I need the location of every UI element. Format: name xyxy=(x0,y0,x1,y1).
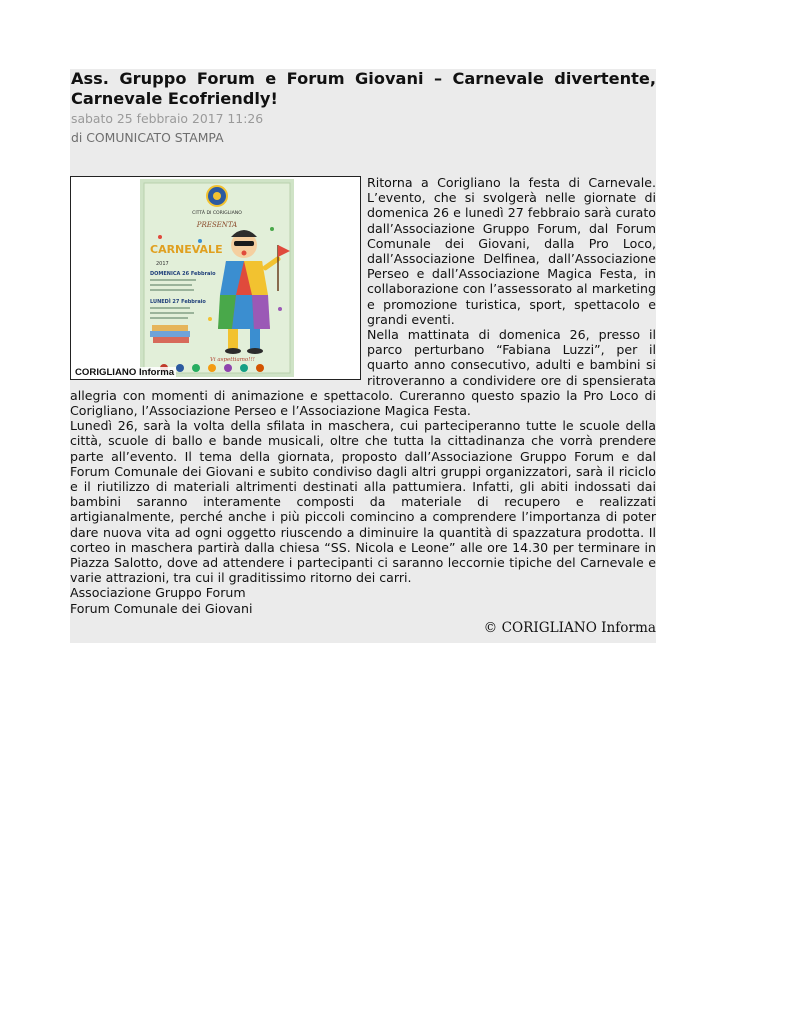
poster-header: CITTÀ DI CORIGLIANO xyxy=(192,211,242,216)
poster-festival: CARNEVALE xyxy=(150,243,223,256)
poster-monday: LUNEDÌ 27 Febbraio xyxy=(150,299,206,305)
poster-sunday: DOMENICA 26 Febbraio xyxy=(150,271,216,277)
article-author: di COMUNICATO STAMPA xyxy=(71,130,224,145)
copyright-notice: © CORIGLIANO Informa xyxy=(483,619,656,636)
signature-line: Associazione Gruppo Forum xyxy=(70,585,246,601)
paragraph: Nella mattinata di domenica 26, presso il parco perturbano “Fabiana Luzzi”, per il quarto anno consecutivo, adulti e bambini si ritroveranno a condividere ore di spensierata allegria con momenti di animazione e spettacolo. Cureranno questo spazio la Pro Loco di Corigliano, l’Associazione Perseo e l’Associazione Magica Festa. xyxy=(70,327,656,419)
article-date: sabato 25 febbraio 2017 11:26 xyxy=(71,111,264,126)
poster-year: 2017 xyxy=(156,261,169,267)
article-title: Ass. Gruppo Forum e Forum Giovani – Carnevale divertente, Carnevale Ecofriendly! xyxy=(71,69,656,108)
image-caption: CORIGLIANO Informa xyxy=(75,367,175,378)
article-panel xyxy=(70,69,656,643)
signature-line: Forum Comunale dei Giovani xyxy=(70,600,253,616)
poster-word: PRESENTA xyxy=(196,221,238,229)
article-image xyxy=(70,176,361,380)
paragraph: Lunedì 26, sarà la volta della sfilata in maschera, cui parteciperanno tutte le scuole della città, scuole di ballo e bande musicali, oltre che tutta la cittadinanza che vorrà prendere parte all’evento. Il tema della giornata, proposto dall’Associazione Gruppo Forum e dal Forum Comunale dei Giovani e subito condiviso dagli altri gruppi organizzatori, sarà il riciclo e il riutilizzo di materiali altrimenti destinati alla pattumiera. Infatti, gli abiti indossati dai bambini saranno interamente composti da materiale di recupero e realizzati artigianalmente, perché anche i più piccoli comincino a comprendere l’importanza di poter dare nuova vita ad ogni oggetto riuscendo a diminuire la quantità di spazzatura prodotta. Il corteo in maschera partirà dalla chiesa “SS. Nicola e Leone” alle ore 14.30 per terminare in Piazza Salotto, dove ad attendere i partecipanti ci saranno leccornie tipiche del Carnevale e varie attrazioni, tra cui il graditissimo ritorno dei carri. xyxy=(70,418,656,586)
paragraph: Ritorna a Corigliano la festa di Carnevale. L’evento, che si svolgerà nelle giornate di domenica 26 e lunedì 27 febbraio sarà curato dall’Associazione Gruppo Forum, dal Forum Comunale dei Giovani, dalla Pro Loco, dall’Associazione Delfinea, dall’Associazione Perseo e dall’Associazione Magica Festa, in collaborazione con l’assessorato al marketing e promozione turistica, sport, spettacolo e grandi eventi. xyxy=(367,175,656,327)
carnival-poster-image xyxy=(140,179,294,377)
poster-footer: Vi aspettiamo!!! xyxy=(210,357,255,363)
